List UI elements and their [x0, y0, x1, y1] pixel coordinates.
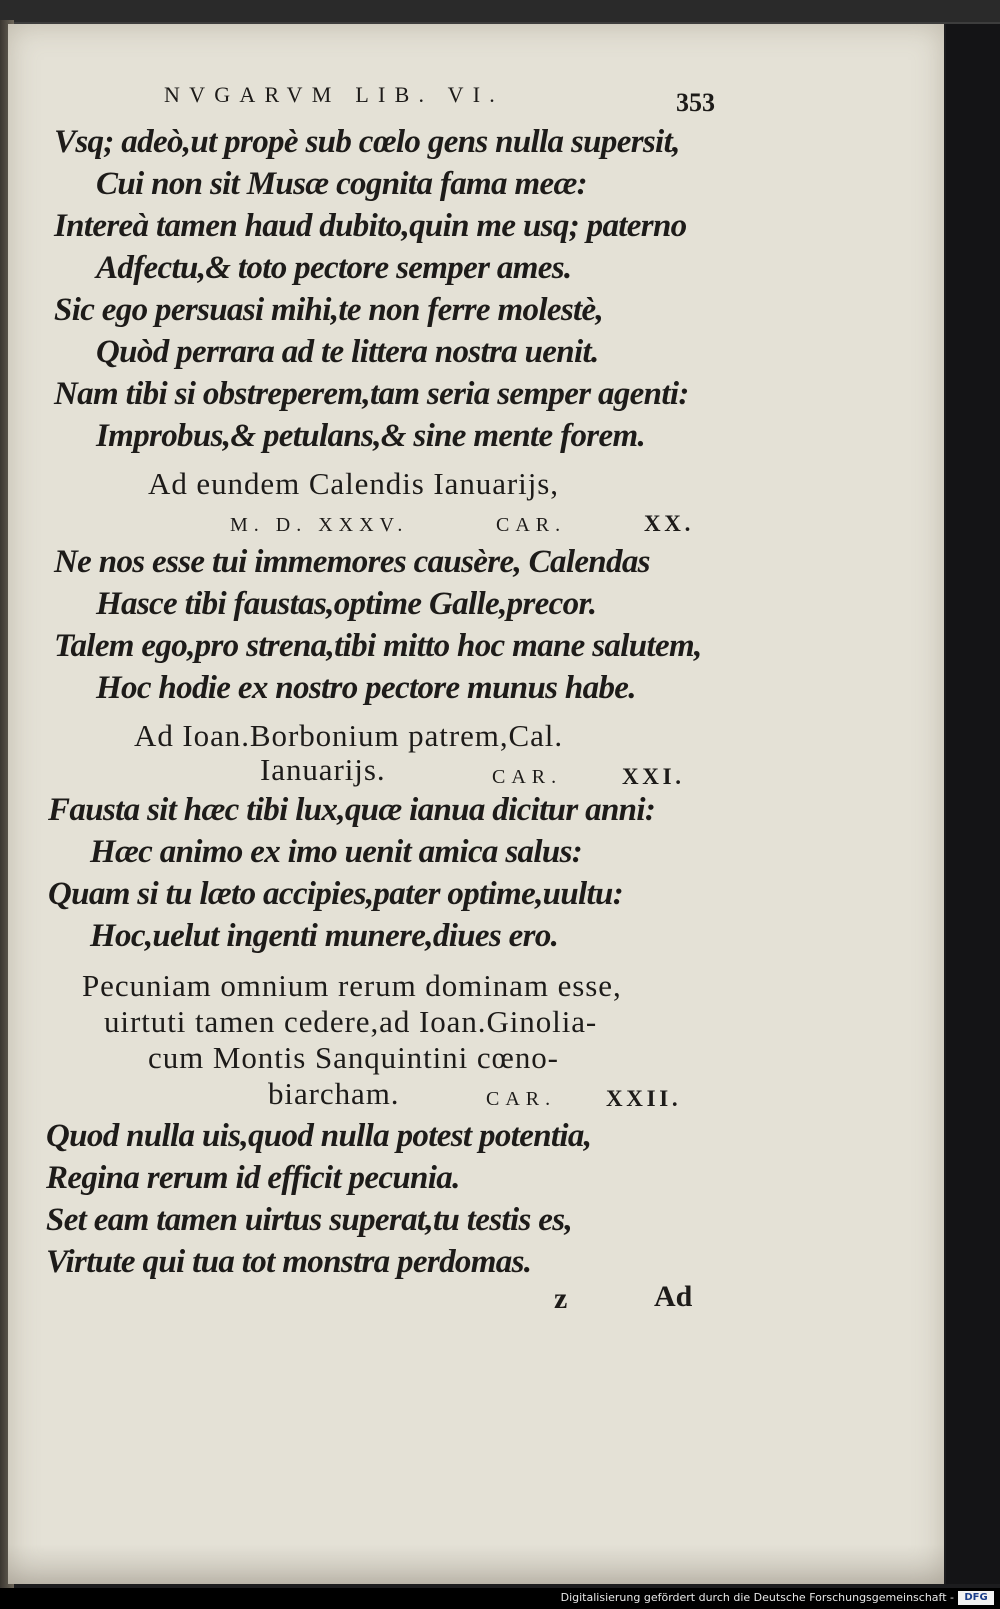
- funding-credit: Digitalisierung gefördert durch die Deutsche Forschungsgemeinschaft -: [560, 1591, 954, 1604]
- carmen-number: XXII.: [606, 1086, 682, 1111]
- verse-line: Vsq; adeò,ut propè sub cœlo gens nulla supersit,: [54, 124, 680, 160]
- poem-title: biarcham.: [268, 1076, 400, 1111]
- running-title: NVGARVM LIB. VI.: [164, 82, 505, 107]
- book-page: [8, 24, 944, 1584]
- carmen-number: XXI.: [622, 764, 685, 789]
- poem-title: Pecuniam omnium rerum dominam esse,: [82, 968, 622, 1003]
- carmen-number: XX.: [644, 511, 695, 536]
- carmen-label: CAR.: [492, 766, 563, 788]
- verse-line: Nam tibi si obstreperem,tam seria semper agenti:: [54, 376, 689, 412]
- verse-line: Virtute qui tua tot monstra perdomas.: [46, 1244, 532, 1280]
- verse-line: Hæc animo ex imo uenit amica salus:: [90, 834, 583, 870]
- verse-line: Adfectu,& toto pectore semper ames.: [96, 250, 572, 286]
- carmen-label: CAR.: [486, 1088, 557, 1110]
- verse-line: Set eam tamen uirtus superat,tu testis es,: [46, 1202, 573, 1238]
- dfg-logo: DFG: [958, 1591, 994, 1605]
- catchword: Ad: [654, 1280, 693, 1313]
- verse-line: Quod nulla uis,quod nulla potest potentia,: [46, 1118, 592, 1154]
- carmen-label: CAR.: [496, 514, 567, 536]
- verse-line: Ne nos esse tui immemores causère, Calendas: [54, 544, 650, 580]
- poem-title: Ianuarijs.: [260, 752, 386, 787]
- verse-line: Intereà tamen haud dubito,quin me usq; paterno: [54, 208, 687, 244]
- verse-line: Sic ego persuasi mihi,te non ferre molestè,: [54, 292, 604, 328]
- verse-line: Quòd perrara ad te littera nostra uenit.: [96, 334, 599, 370]
- verse-line: Quam si tu læto accipies,pater optime,uultu:: [48, 876, 624, 912]
- poem-title: uirtuti tamen cedere,ad Ioan.Ginolia-: [104, 1004, 598, 1039]
- verse-line: Cui non sit Musæ cognita fama meæ:: [96, 166, 587, 202]
- poem-date: M. D. XXXV.: [230, 514, 409, 536]
- signature-mark: z: [554, 1282, 568, 1315]
- verse-line: Fausta sit hæc tibi lux,quæ ianua dicitur anni:: [48, 792, 656, 828]
- verse-line: Regina rerum id efficit pecunia.: [46, 1160, 460, 1196]
- verse-line: Hasce tibi faustas,optime Galle,precor.: [96, 586, 597, 622]
- poem-title: Ad Ioan.Borbonium patrem,Cal.: [134, 718, 564, 753]
- book-spine-shadow: [946, 24, 1000, 1584]
- verse-line: Improbus,& petulans,& sine mente forem.: [96, 418, 646, 454]
- verse-line: Talem ego,pro strena,tibi mitto hoc mane salutem,: [54, 628, 702, 664]
- folio-number: 353: [676, 88, 715, 117]
- poem-title: cum Montis Sanquintini cœno-: [148, 1040, 559, 1075]
- verse-line: Hoc hodie ex nostro pectore munus habe.: [96, 670, 636, 706]
- poem-title: Ad eundem Calendis Ianuarijs,: [148, 466, 559, 501]
- scanner-top-strip: [0, 0, 1000, 24]
- digitization-footer: [0, 1588, 1000, 1609]
- verse-line: Hoc,uelut ingenti munere,diues ero.: [90, 918, 559, 954]
